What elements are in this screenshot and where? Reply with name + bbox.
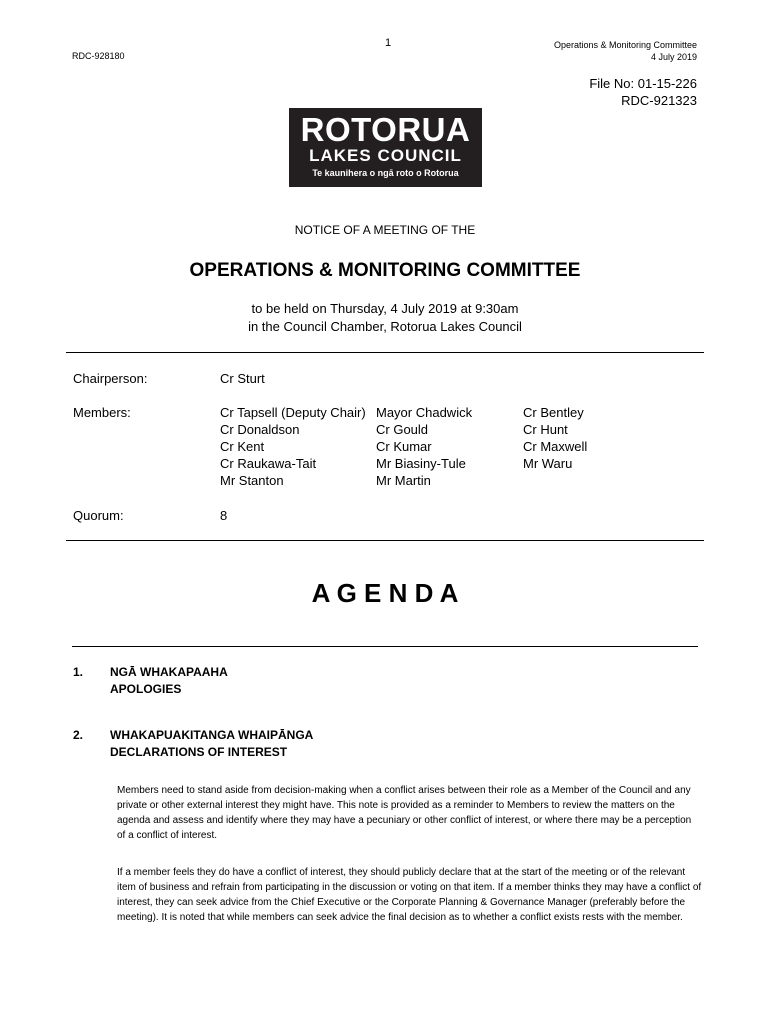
council-logo (289, 108, 482, 187)
quorum-value: 8 (220, 508, 228, 523)
agenda-item-title-english: APOLOGIES (110, 682, 182, 696)
member-name: Mr Martin (376, 473, 431, 488)
member-name: Cr Gould (376, 422, 429, 437)
member-name: Cr Maxwell (523, 439, 588, 454)
member-name: Cr Kent (220, 439, 265, 454)
header-date: 4 July 2019 (650, 52, 697, 62)
logo-tagline: Te kaunihera o ngā roto o Rotorua (312, 168, 459, 178)
notice-intro: NOTICE OF A MEETING OF THE (294, 223, 476, 237)
member-name: Cr Tapsell (Deputy Chair) (220, 405, 366, 420)
member-name: Mayor Chadwick (376, 405, 473, 420)
chairperson-label: Chairperson: (73, 371, 148, 386)
rdc-reference: RDC-921323 (621, 93, 697, 108)
page-number: 1 (384, 37, 392, 49)
agenda-heading: A G E N D A (311, 578, 459, 608)
agenda-item-declarations (110, 727, 313, 761)
member-name: Cr Kumar (376, 439, 432, 454)
meeting-location: in the Council Chamber, Rotorua Lakes Council (248, 319, 522, 334)
conflict-note-paragraph-2: If a member feels they do have a conflict of interest, they should publicly declare that at the start of the meeting or of the relevant item of business and refrain from participating in the discussion or voting on that item. If a member thinks they may have a conflict of interest, they can seek advice from the Chief Executive or the Corporate Planning & Governance Manager (preferably before the meeting). It is noted that while members can seek advice the final decision as to whether a conflict exists rests with the member. (117, 867, 702, 923)
agenda-item-title-english: DECLARATIONS OF INTEREST (110, 745, 288, 759)
agenda-item-title-maori: WHAKAPUAKITANGA WHAIPĀNGA (110, 728, 314, 742)
agenda-item-apologies (110, 664, 228, 698)
divider-top (66, 352, 704, 353)
file-number-text: File No: 01-15-226 (589, 76, 697, 91)
logo-line-rotorua: ROTORUA (300, 111, 471, 148)
agenda-item-number: 2. (73, 728, 84, 742)
file-number (589, 75, 697, 109)
meeting-time: to be held on Thursday, 4 July 2019 at 9:30am (251, 301, 519, 316)
members-label: Members: (73, 405, 131, 420)
member-name: Cr Bentley (523, 405, 584, 420)
divider-agenda (72, 646, 698, 647)
committee-title: OPERATIONS & MONITORING COMMITTEE (189, 260, 581, 281)
header-committee-name: Operations & Monitoring Committee (553, 40, 697, 50)
member-name: Cr Hunt (523, 422, 568, 437)
member-name: Mr Stanton (220, 473, 284, 488)
logo-line-lakes-council: LAKES COUNCIL (309, 146, 462, 165)
chairperson-name: Cr Sturt (220, 371, 265, 386)
agenda-item-title-maori: NGĀ WHAKAPAAHA (110, 665, 228, 679)
quorum-label: Quorum: (73, 508, 124, 523)
document-reference: RDC-928180 (72, 51, 125, 61)
conflict-note-paragraph-1: Members need to stand aside from decision-making when a conflict arises between their role as a Member of the Council and any private or other external interest they might have. This note is provided as a reminder to Members to review the matters on the agenda and assess and identify where they may have a pecuniary or other conflict of interest, or where there may be a perception of a conflict of interest. (117, 785, 692, 841)
divider-middle (66, 540, 704, 541)
member-name: Cr Donaldson (220, 422, 300, 437)
members-column-3 (523, 404, 587, 472)
members-column-1 (220, 404, 366, 489)
agenda-item-number: 1. (73, 665, 84, 679)
member-name: Mr Biasiny-Tule (376, 456, 466, 471)
member-name: Cr Raukawa-Tait (220, 456, 317, 471)
member-name: Mr Waru (523, 456, 573, 471)
members-column-2 (376, 404, 472, 489)
